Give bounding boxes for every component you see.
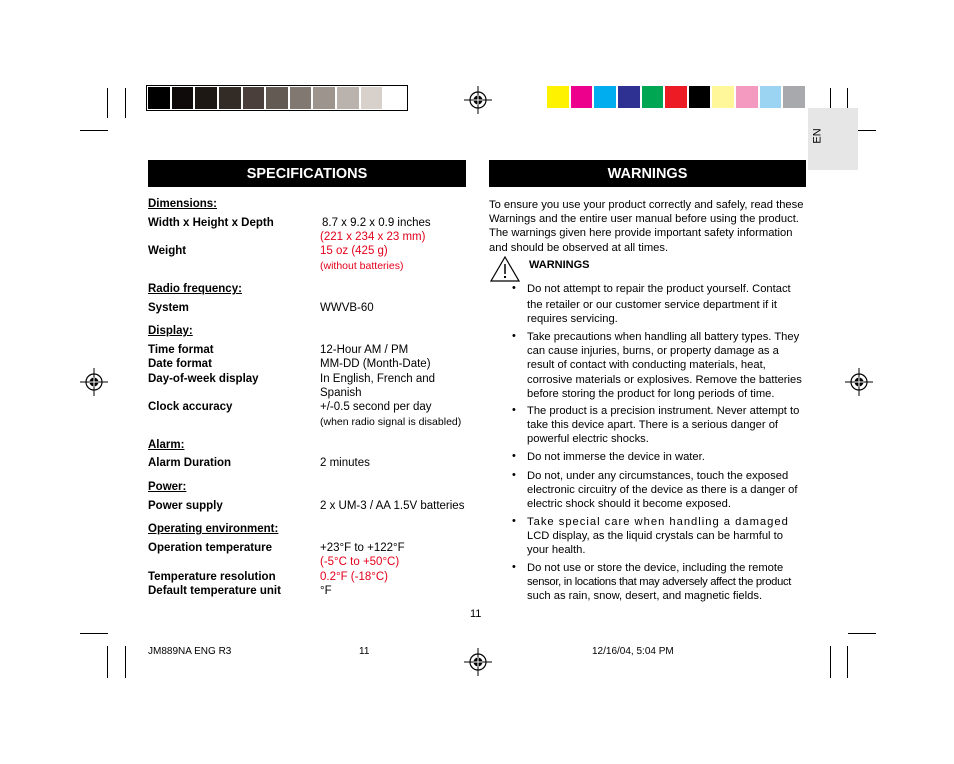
bullet-3-marker: • [512, 404, 516, 416]
color-swatch [712, 86, 734, 108]
warning-line: LCD display, as the liquid crystals can be harmful to [527, 530, 783, 543]
color-swatch [760, 86, 782, 108]
color-swatch [571, 86, 593, 108]
day-of-week-value-line2: Spanish [320, 387, 362, 399]
registration-mark-left-icon [80, 368, 108, 396]
warning-item-3 [527, 404, 806, 447]
warnings-intro-line: and should be observed at all times. [489, 241, 669, 254]
clock-accuracy-value: +/-0.5 second per day [320, 401, 432, 413]
time-format-value: 12-Hour AM / PM [320, 344, 409, 356]
language-tab-label: EN [811, 128, 824, 144]
warning-line: Do not attempt to repair the product yourself. Contact [527, 283, 791, 295]
operation-temperature-value: +23°F to +122°F [320, 542, 405, 554]
grayscale-bar [146, 85, 408, 111]
warning-line: Do not, under any circumstances, touch the exposed [527, 470, 789, 482]
warning-line: The product is a precision instrument. Never attempt to [527, 405, 800, 417]
warnings-intro-line: To ensure you use your product correctly and safely, read these [489, 199, 804, 211]
warning-item-1 [527, 282, 806, 327]
warnings-intro-line: Warnings and the entire user manual before using the product. [489, 213, 799, 226]
color-swatch [547, 86, 569, 108]
color-swatch [594, 86, 616, 108]
warning-item-4 [527, 450, 806, 464]
process-color-bar [546, 85, 806, 109]
color-swatch [313, 87, 335, 109]
footer-page: 11 [359, 646, 370, 657]
day-of-week-label: Day-of-week display [148, 373, 259, 385]
registration-mark-right-icon [845, 368, 873, 396]
weight-value: 15 oz (425 g) [320, 245, 388, 257]
bullet-6-marker: • [512, 515, 516, 527]
warning-line: Take precautions when handling all battery types. They [527, 331, 800, 343]
system-value: WWVB-60 [320, 302, 374, 314]
warning-line: take this device apart. There is a serious danger of [527, 419, 779, 432]
warning-line: result of contact with conducting materials, heat, [527, 359, 766, 372]
warnings-heading: WARNINGS [489, 160, 806, 187]
color-swatch [361, 87, 383, 109]
whd-metric: (221 x 234 x 23 mm) [320, 231, 426, 243]
warnings-intro [489, 198, 806, 255]
alarm-title: Alarm: [148, 439, 185, 451]
warning-line: Take special care when handling a damaged [527, 516, 789, 528]
color-swatch [665, 86, 687, 108]
warning-item-6 [527, 515, 806, 558]
color-swatch [783, 86, 805, 108]
operation-temperature-metric: (-5°C to +50°C) [320, 556, 400, 568]
color-swatch [219, 87, 241, 109]
color-swatch [337, 87, 359, 109]
warning-line: the retailer or our customer service department if it [527, 299, 777, 312]
warning-line: powerful electric shocks. [527, 433, 649, 446]
bullet-7-marker: • [512, 561, 516, 573]
color-swatch [243, 87, 265, 109]
footer-datetime: 12/16/04, 5:04 PM [592, 646, 674, 657]
alarm-duration-value: 2 minutes [320, 457, 370, 469]
warning-line: can cause injuries, burns, or property damage as a [527, 345, 779, 358]
color-swatch [195, 87, 217, 109]
color-swatch [618, 86, 640, 108]
warning-line: sensor, in locations that may adversely affect the product [527, 576, 792, 589]
bullet-2-marker: • [512, 330, 516, 342]
registration-mark-top-icon [464, 86, 492, 114]
warning-line: such as rain, snow, desert, and magnetic fields. [527, 590, 763, 603]
temperature-resolution-value: 0.2°F (-18°C) [320, 571, 388, 583]
warning-line: requires servicing. [527, 313, 618, 326]
default-temperature-unit-label: Default temperature unit [148, 585, 281, 597]
clock-accuracy-label: Clock accuracy [148, 401, 233, 413]
display-title: Display: [148, 325, 193, 337]
date-format-label: Date format [148, 358, 212, 370]
color-swatch [172, 87, 194, 109]
bullet-4-marker: • [512, 450, 516, 462]
temperature-resolution-label: Temperature resolution [148, 571, 276, 583]
warning-line: corrosive materials or explosives. Remove the batteries [527, 373, 802, 386]
day-of-week-value-line1: In English, French and [320, 373, 436, 385]
warning-triangle-icon [490, 256, 520, 282]
warning-line: Do not immerse the device in water. [527, 451, 705, 463]
weight-label: Weight [148, 245, 187, 257]
color-swatch [642, 86, 664, 108]
alarm-duration-label: Alarm Duration [148, 457, 232, 469]
time-format-label: Time format [148, 344, 214, 356]
warnings-subheading: WARNINGS [529, 259, 590, 271]
warning-line: Do not use or store the device, including the remote [527, 562, 784, 574]
registration-mark-bottom-icon [464, 648, 492, 676]
power-title: Power: [148, 481, 187, 493]
operation-temperature-label: Operation temperature [148, 542, 272, 554]
color-swatch [290, 87, 312, 109]
power-supply-value: 2 x UM-3 / AA 1.5V batteries [320, 500, 465, 512]
specifications-heading: SPECIFICATIONS [148, 160, 466, 187]
default-temperature-unit-value: °F [320, 585, 332, 597]
warning-line: electric shock should it become exposed. [527, 498, 731, 511]
warnings-intro-line: The warnings given here provide important safety information [489, 227, 793, 240]
language-tab [808, 108, 858, 170]
dimensions-title: Dimensions: [148, 198, 218, 210]
whd-label: Width x Height x Depth [148, 217, 274, 229]
warning-line: electronic circuitry of the device as there is a danger of [527, 484, 798, 497]
color-swatch [148, 87, 170, 109]
warning-item-5 [527, 469, 806, 512]
whd-value: 8.7 x 9.2 x 0.9 inches [322, 217, 431, 229]
color-swatch [689, 86, 711, 108]
weight-note: (without batteries) [320, 260, 404, 272]
operating-environment-title: Operating environment: [148, 523, 279, 535]
date-format-value: MM-DD (Month-Date) [320, 358, 431, 370]
color-swatch [736, 86, 758, 108]
page-number: 11 [470, 608, 482, 620]
warning-line: your health. [527, 544, 586, 557]
system-label: System [148, 302, 189, 314]
warning-item-7 [527, 561, 806, 604]
color-swatch [384, 87, 406, 109]
color-swatch [266, 87, 288, 109]
warning-line: before storing the product for long periods of time. [527, 387, 775, 400]
radio-frequency-title: Radio frequency: [148, 283, 242, 295]
clock-accuracy-note: (when radio signal is disabled) [320, 416, 462, 428]
bullet-5-marker: • [512, 469, 516, 481]
warning-item-2 [527, 330, 806, 401]
power-supply-label: Power supply [148, 500, 223, 512]
bullet-1-marker: • [512, 282, 516, 294]
footer-file-name: JM889NA ENG R3 [148, 646, 232, 657]
